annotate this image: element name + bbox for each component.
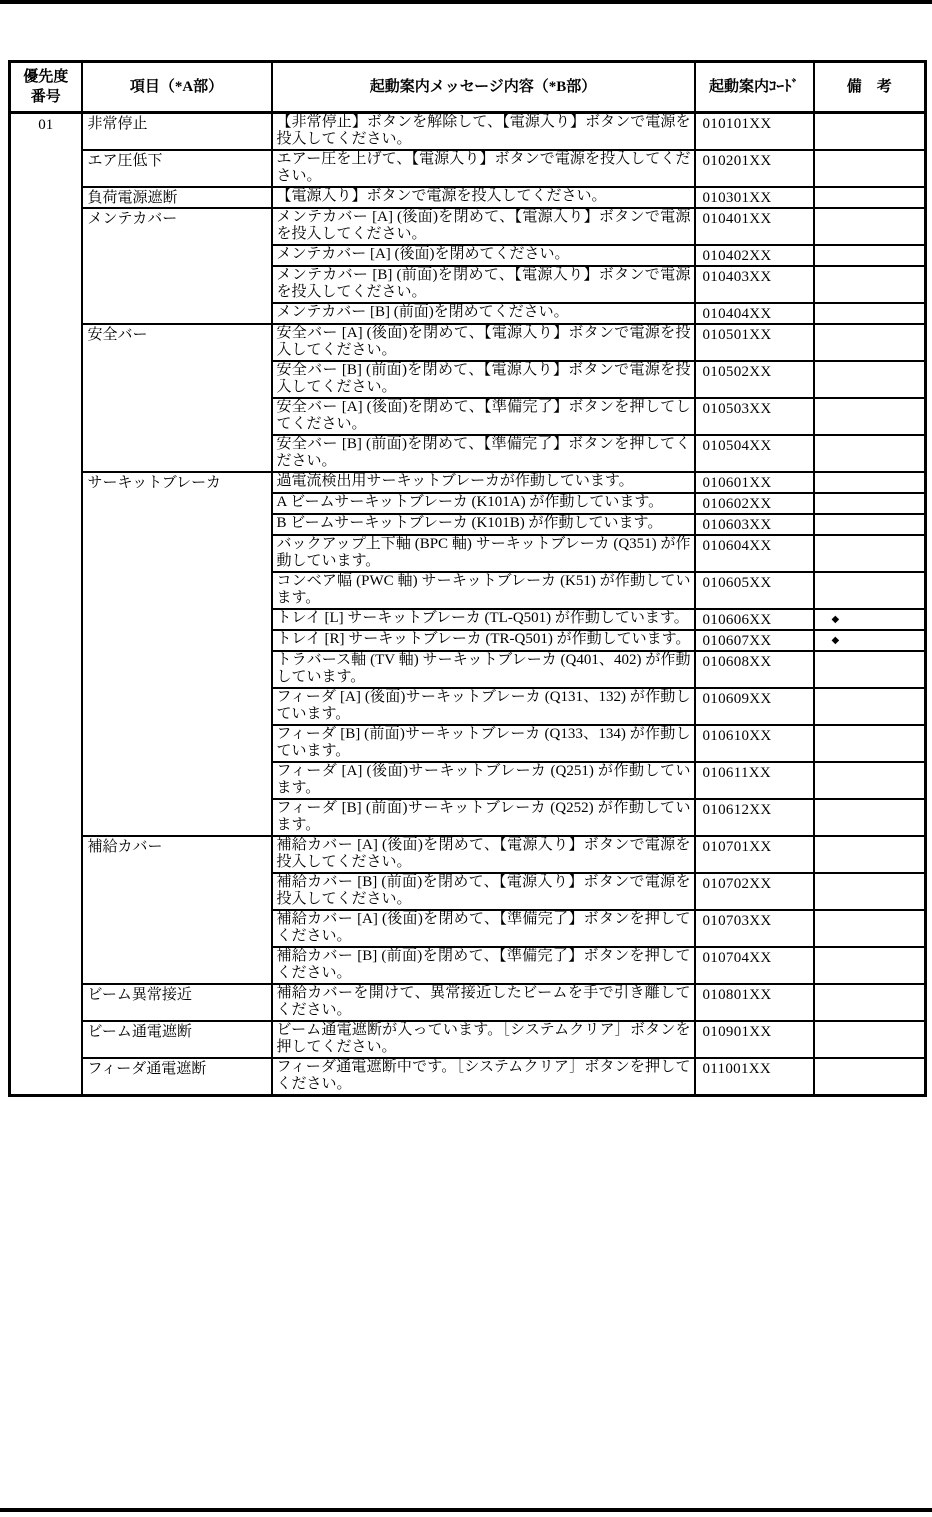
message-cell: 補給カバー [A] (後面)を閉めて、【準備完了】ボタンを押してください。 — [272, 910, 695, 947]
message-cell: 安全バー [A] (後面)を閉めて、【準備完了】ボタンを押してしてください。 — [272, 398, 695, 435]
remark-cell — [814, 910, 926, 947]
remark-cell — [814, 361, 926, 398]
item-cell: サーキットブレーカ — [82, 472, 272, 836]
message-cell: メンテカバー [A] (後面)を閉めて、【電源入り】ボタンで電源を投入してください。 — [272, 208, 695, 245]
table-row — [10, 1058, 926, 1096]
code-cell: 010607XX — [695, 630, 814, 651]
item-cell: 負荷電源遮断 — [82, 187, 272, 208]
message-cell: ビーム通電遮断が入っています。［システムクリア］ボタンを押してください。 — [272, 1021, 695, 1058]
message-cell: 補給カバー [A] (後面)を閉めて、【電源入り】ボタンで電源を投入してください。 — [272, 836, 695, 873]
remark-cell — [814, 435, 926, 472]
code-cell: 010401XX — [695, 208, 814, 245]
code-cell: 010402XX — [695, 245, 814, 266]
message-cell: メンテカバー [B] (前面)を閉めて、【電源入り】ボタンで電源を投入してください。 — [272, 266, 695, 303]
column-header-item: 項目（*A部） — [82, 62, 272, 113]
table-row — [10, 187, 926, 208]
code-cell: 010703XX — [695, 910, 814, 947]
message-cell: 補給カバー [B] (前面)を閉めて、【準備完了】ボタンを押してください。 — [272, 947, 695, 984]
remark-cell — [814, 266, 926, 303]
column-header-priority — [10, 62, 82, 113]
message-cell: バックアップ上下軸 (BPC 軸) サーキットブレーカ (Q351) が作動しています。 — [272, 535, 695, 572]
column-header-code: 起動案内ｺｰﾄﾞ — [695, 62, 814, 113]
message-cell: 過電流検出用サーキットブレーカが作動しています。 — [272, 472, 695, 493]
item-cell: メンテカバー — [82, 208, 272, 324]
table-row — [10, 984, 926, 1021]
remark-cell: ◆ — [814, 609, 926, 630]
table-row — [10, 150, 926, 187]
remark-cell — [814, 303, 926, 324]
remark-cell — [814, 836, 926, 873]
remark-cell: ◆ — [814, 630, 926, 651]
code-cell: 010501XX — [695, 324, 814, 361]
remark-cell — [814, 113, 926, 151]
code-cell: 010612XX — [695, 799, 814, 836]
code-cell: 010604XX — [695, 535, 814, 572]
remark-cell — [814, 535, 926, 572]
code-cell: 010502XX — [695, 361, 814, 398]
code-cell: 010801XX — [695, 984, 814, 1021]
message-cell: フィーダ通電遮断中です。［システムクリア］ボタンを押してください。 — [272, 1058, 695, 1096]
code-cell: 010611XX — [695, 762, 814, 799]
message-cell: メンテカバー [A] (後面)を閉めてください。 — [272, 245, 695, 266]
code-cell: 010601XX — [695, 472, 814, 493]
item-cell: ビーム異常接近 — [82, 984, 272, 1021]
item-cell: ビーム通電遮断 — [82, 1021, 272, 1058]
remark-cell — [814, 725, 926, 762]
bottom-rule — [0, 1508, 932, 1512]
header-row — [10, 62, 926, 113]
code-cell: 010701XX — [695, 836, 814, 873]
code-cell: 011001XX — [695, 1058, 814, 1096]
remark-cell — [814, 472, 926, 493]
remark-cell — [814, 572, 926, 609]
message-cell: 安全バー [B] (前面)を閉めて、【電源入り】ボタンで電源を投入してください。 — [272, 361, 695, 398]
code-cell: 010301XX — [695, 187, 814, 208]
message-cell: コンベア幅 (PWC 軸) サーキットブレーカ (K51) が作動しています。 — [272, 572, 695, 609]
table-row — [10, 472, 926, 493]
message-cell: A ビームサーキットブレーカ (K101A) が作動しています。 — [272, 493, 695, 514]
code-cell: 010403XX — [695, 266, 814, 303]
message-cell: フィーダ [A] (後面)サーキットブレーカ (Q251) が作動しています。 — [272, 762, 695, 799]
code-cell: 010404XX — [695, 303, 814, 324]
remark-cell — [814, 150, 926, 187]
remark-cell — [814, 1021, 926, 1058]
code-cell: 010101XX — [695, 113, 814, 151]
code-cell: 010603XX — [695, 514, 814, 535]
column-header-message: 起動案内メッセージ内容（*B部） — [272, 62, 695, 113]
code-cell: 010602XX — [695, 493, 814, 514]
remark-cell — [814, 245, 926, 266]
remark-cell — [814, 324, 926, 361]
message-cell: 【非常停止】ボタンを解除して、【電源入り】ボタンで電源を投入してください。 — [272, 113, 695, 151]
code-cell: 010504XX — [695, 435, 814, 472]
table-row — [10, 836, 926, 873]
top-rule — [0, 0, 932, 4]
remark-cell — [814, 1058, 926, 1096]
message-cell: 安全バー [A] (後面)を閉めて、【電源入り】ボタンで電源を投入してください。 — [272, 324, 695, 361]
code-cell: 010503XX — [695, 398, 814, 435]
code-cell: 010609XX — [695, 688, 814, 725]
item-cell: フィーダ通電遮断 — [82, 1058, 272, 1096]
remark-cell — [814, 947, 926, 984]
code-cell: 010605XX — [695, 572, 814, 609]
remark-cell — [814, 873, 926, 910]
table-row — [10, 113, 926, 151]
message-cell: トレイ [R] サーキットブレーカ (TR-Q501) が作動しています。 — [272, 630, 695, 651]
item-cell: エア圧低下 — [82, 150, 272, 187]
message-cell: フィーダ [B] (前面)サーキットブレーカ (Q252) が作動しています。 — [272, 799, 695, 836]
remark-cell — [814, 493, 926, 514]
message-cell: トラバース軸 (TV 軸) サーキットブレーカ (Q401、402) が作動しています。 — [272, 651, 695, 688]
item-cell: 非常停止 — [82, 113, 272, 151]
message-cell: 【電源入り】ボタンで電源を投入してください。 — [272, 187, 695, 208]
remark-cell — [814, 799, 926, 836]
remark-cell — [814, 984, 926, 1021]
message-cell: B ビームサーキットブレーカ (K101B) が作動しています。 — [272, 514, 695, 535]
message-cell: エアー圧を上げて、【電源入り】ボタンで電源を投入してください。 — [272, 150, 695, 187]
priority-header-line1: 優先度 — [23, 69, 69, 85]
message-cell: フィーダ [A] (後面)サーキットブレーカ (Q131、132) が作動しています。 — [272, 688, 695, 725]
table-row — [10, 1021, 926, 1058]
table-row — [10, 324, 926, 361]
code-cell: 010610XX — [695, 725, 814, 762]
message-cell: トレイ [L] サーキットブレーカ (TL-Q501) が作動しています。 — [272, 609, 695, 630]
remark-cell — [814, 208, 926, 245]
remark-cell — [814, 514, 926, 535]
priority-cell: 01 — [10, 113, 82, 1096]
remark-cell — [814, 651, 926, 688]
message-cell: 補給カバー [B] (前面)を閉めて、【電源入り】ボタンで電源を投入してください。 — [272, 873, 695, 910]
message-cell: 安全バー [B] (前面)を閉めて、【準備完了】ボタンを押してください。 — [272, 435, 695, 472]
table-row — [10, 208, 926, 245]
remark-cell — [814, 398, 926, 435]
item-cell: 安全バー — [82, 324, 272, 472]
message-cell: フィーダ [B] (前面)サーキットブレーカ (Q133、134) が作動しています。 — [272, 725, 695, 762]
remark-cell — [814, 187, 926, 208]
column-header-remark: 備 考 — [814, 62, 926, 113]
code-cell: 010704XX — [695, 947, 814, 984]
startup-message-table — [8, 60, 927, 1097]
message-cell: 補給カバーを開けて、異常接近したビームを手で引き離してください。 — [272, 984, 695, 1021]
code-cell: 010201XX — [695, 150, 814, 187]
code-cell: 010901XX — [695, 1021, 814, 1058]
remark-cell — [814, 688, 926, 725]
item-cell: 補給カバー — [82, 836, 272, 984]
code-cell: 010606XX — [695, 609, 814, 630]
code-cell: 010702XX — [695, 873, 814, 910]
message-cell: メンテカバー [B] (前面)を閉めてください。 — [272, 303, 695, 324]
remark-cell — [814, 762, 926, 799]
code-cell: 010608XX — [695, 651, 814, 688]
priority-header-line2: 番号 — [30, 89, 61, 105]
